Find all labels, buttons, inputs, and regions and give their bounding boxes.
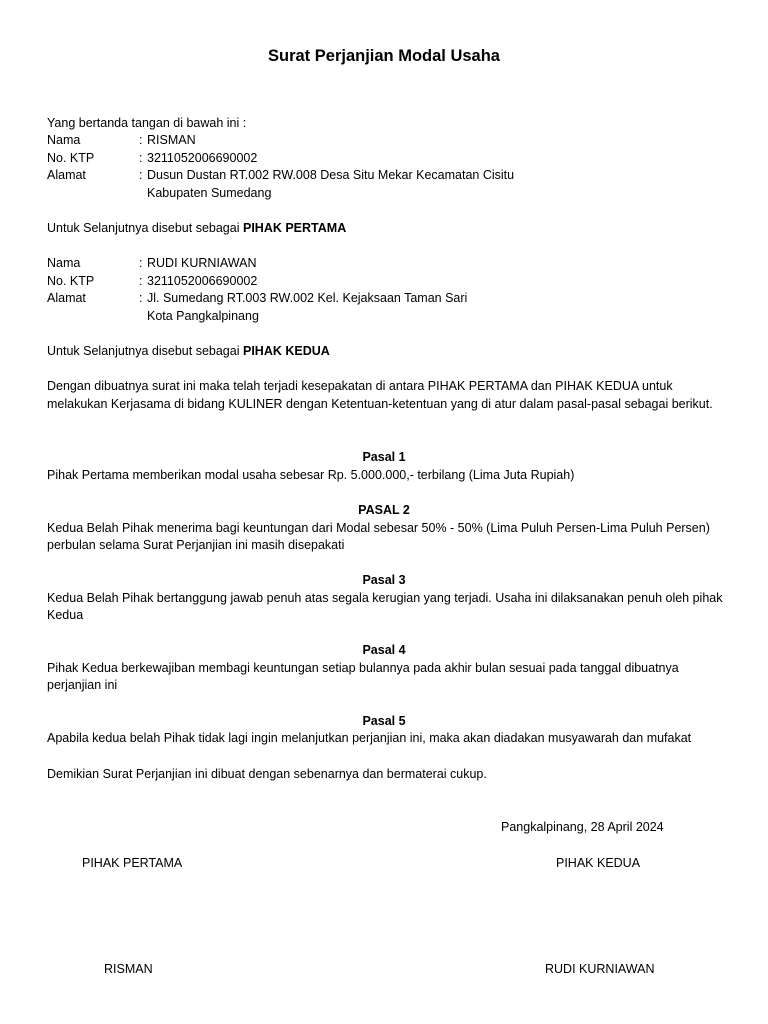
label-nama: Nama bbox=[47, 133, 81, 147]
pihak2-ktp-row bbox=[47, 273, 727, 291]
pihak1-alamat-line2: Kabupaten Sumedang bbox=[147, 185, 272, 200]
pihak1-ktp-row bbox=[47, 150, 727, 168]
colon: : bbox=[139, 273, 143, 288]
pihak1-alamat-row bbox=[47, 167, 727, 185]
pihak1-alamat-line1: Dusun Dustan RT.002 RW.008 Desa Situ Mekar Kecamatan Cisitu bbox=[147, 168, 515, 182]
designation-name: PIHAK PERTAMA bbox=[242, 221, 347, 235]
label-alamat: Alamat bbox=[47, 291, 86, 305]
colon: : bbox=[139, 168, 143, 182]
article-1-text: Pihak Pertama memberikan modal usaha sebesar Rp. 5.000.000,- terbilang (Lima Juta Rupiah) bbox=[47, 467, 575, 482]
designation-prefix: Untuk Selanjutnya disebut sebagai bbox=[47, 221, 240, 235]
article-3-heading: Pasal 3 bbox=[362, 573, 406, 587]
agreement-intro: Dengan dibuatnya surat ini maka telah terjadi kesepakatan di antara PIHAK PERTAMA dan PIHAK KEDUA untuk melakukan Kerjasama di bidang KULINER dengan Ketentuan-ketentuan yang di atur dalam pasal-pasal sebagai berikut. bbox=[47, 379, 713, 411]
place-date: Pangkalpinang, 28 April 2024 bbox=[501, 820, 664, 834]
article-5-text: Apabila kedua belah Pihak tidak lagi ingin melanjutkan perjanjian ini, maka akan diadakan musyawarah dan mufakat bbox=[47, 731, 692, 745]
article-2-text: Kedua Belah Pihak menerima bagi keuntungan dari Modal sebesar 50% - 50% (Lima Puluh Persen-Lima Puluh Persen) perbulan selama Surat Perjanjian ini masih disepakati bbox=[47, 520, 710, 552]
designation-prefix: Untuk Selanjutnya disebut sebagai bbox=[47, 344, 240, 358]
pihak2-nama-value: RUDI KURNIAWAN bbox=[147, 256, 257, 270]
signature-left-title: PIHAK PERTAMA bbox=[82, 856, 183, 870]
designation-name: PIHAK KEDUA bbox=[242, 344, 330, 358]
signature-right-name: RUDI KURNIAWAN bbox=[545, 962, 655, 976]
pihak2-nama-row bbox=[47, 255, 727, 273]
article-4-heading: Pasal 4 bbox=[362, 643, 406, 657]
article-2-heading: PASAL 2 bbox=[358, 503, 410, 517]
signature-left-name: RISMAN bbox=[104, 962, 153, 976]
colon: : bbox=[139, 150, 143, 165]
pihak1-ktp-value: 3211052006690002 bbox=[147, 150, 258, 165]
label-nama: Nama bbox=[47, 256, 81, 270]
document-title: Surat Perjanjian Modal Usaha bbox=[268, 47, 500, 65]
intro-text: Yang bertanda tangan di bawah ini : bbox=[47, 116, 247, 130]
label-ktp: No. KTP bbox=[47, 273, 95, 288]
article-1-heading: Pasal 1 bbox=[362, 450, 406, 464]
pihak2-designation bbox=[47, 343, 330, 361]
closing-statement: Demikian Surat Perjanjian ini dibuat dengan sebenarnya dan bermaterai cukup. bbox=[47, 767, 487, 781]
pihak2-ktp-value: 3211052006690002 bbox=[147, 273, 258, 288]
label-alamat: Alamat bbox=[47, 168, 86, 182]
signature-right-title: PIHAK KEDUA bbox=[556, 856, 641, 870]
pihak1-nama-row bbox=[47, 132, 727, 150]
article-5-heading: Pasal 5 bbox=[362, 713, 406, 728]
pihak1-nama-value: RISMAN bbox=[147, 133, 196, 147]
article-4-text: Pihak Kedua berkewajiban membagi keuntungan setiap bulannya pada akhir bulan sesuai pada tanggal dibuatnya perjanjian ini bbox=[47, 660, 679, 692]
colon: : bbox=[139, 133, 143, 147]
pihak2-alamat-line1: Jl. Sumedang RT.003 RW.002 Kel. Kejaksaan Taman Sari bbox=[147, 291, 468, 305]
colon: : bbox=[139, 256, 143, 270]
article-3-text: Kedua Belah Pihak bertanggung jawab penuh atas segala kerugian yang terjadi. Usaha ini dilaksanakan penuh oleh pihak Kedua bbox=[47, 590, 723, 622]
label-ktp: No. KTP bbox=[47, 150, 95, 165]
colon: : bbox=[139, 291, 143, 305]
pihak2-alamat-row bbox=[47, 290, 727, 308]
pihak2-alamat-line2: Kota Pangkalpinang bbox=[147, 308, 259, 323]
pihak1-designation bbox=[47, 220, 346, 238]
